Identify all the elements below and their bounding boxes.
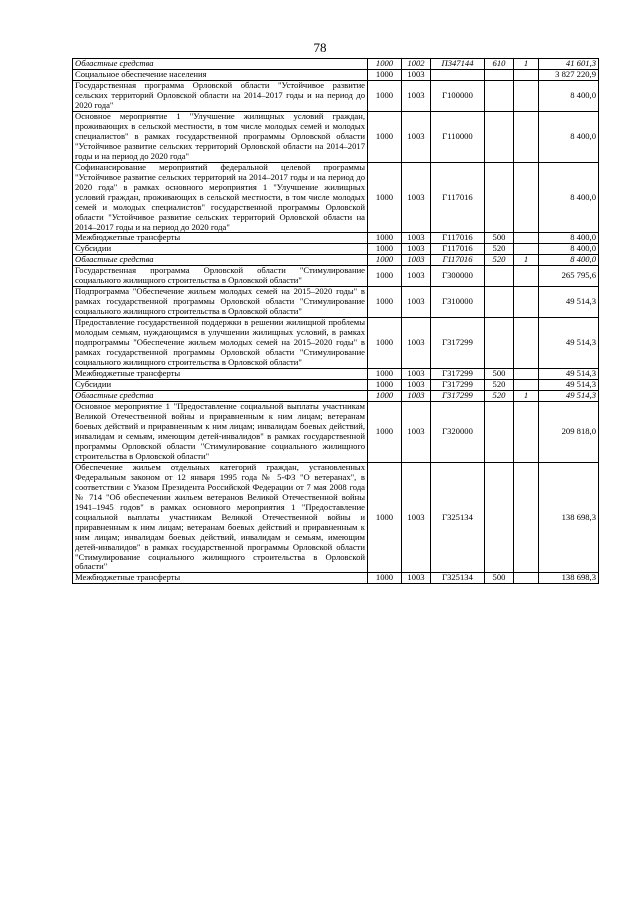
- row-name: Предоставление государственной поддержки в решении жилищной проблемы молодым семьям, нуждающимся в улучшении жилищных условий, в рамках подпрограммы "Обеспечение жильем молодых семей на 2015–2020 годы" в рамках государственной программы Орловской области "Стимулирование социального жилищного строительства в Орловской области": [73, 318, 368, 369]
- expense-type-code: [485, 287, 514, 318]
- row-name: Областные средства: [73, 255, 368, 266]
- funding-source-code: [514, 266, 539, 287]
- funding-source-code: [514, 233, 539, 244]
- row-name: Межбюджетные трансферты: [73, 369, 368, 380]
- subsection-code: 1003: [402, 573, 431, 584]
- subsection-code: 1003: [402, 244, 431, 255]
- section-code: 1000: [368, 233, 402, 244]
- funding-source-code: [514, 318, 539, 369]
- table-row: [73, 318, 599, 369]
- table-row: [73, 233, 599, 244]
- table-row: [73, 59, 599, 70]
- expense-type-code: [485, 80, 514, 111]
- amount: 8 400,0: [539, 233, 599, 244]
- table-row: [73, 80, 599, 111]
- section-code: 1000: [368, 80, 402, 111]
- amount: 8 400,0: [539, 162, 599, 233]
- funding-source-code: [514, 573, 539, 584]
- funding-source-code: [514, 369, 539, 380]
- section-code: 1000: [368, 401, 402, 462]
- expense-type-code: 520: [485, 391, 514, 402]
- table-row: [73, 287, 599, 318]
- row-name: Государственная программа Орловской области "Устойчивое развитие сельских территорий Орловской области на 2014–2017 годы и на период до 2020 года": [73, 80, 368, 111]
- amount: 8 400,0: [539, 111, 599, 162]
- target-article-code: Г100000: [431, 80, 485, 111]
- section-code: 1000: [368, 59, 402, 70]
- funding-source-code: [514, 462, 539, 573]
- table-row: [73, 244, 599, 255]
- funding-source-code: [514, 111, 539, 162]
- funding-source-code: [514, 287, 539, 318]
- row-name: Субсидии: [73, 244, 368, 255]
- budget-table: [72, 58, 599, 584]
- amount: 8 400,0: [539, 80, 599, 111]
- section-code: 1000: [368, 573, 402, 584]
- subsection-code: 1003: [402, 318, 431, 369]
- expense-type-code: 520: [485, 380, 514, 391]
- amount: 49 514,3: [539, 391, 599, 402]
- subsection-code: 1003: [402, 255, 431, 266]
- subsection-code: 1003: [402, 401, 431, 462]
- funding-source-code: 1: [514, 59, 539, 70]
- expense-type-code: 500: [485, 573, 514, 584]
- section-code: 1000: [368, 369, 402, 380]
- target-article-code: Г317299: [431, 318, 485, 369]
- funding-source-code: 1: [514, 391, 539, 402]
- amount: 138 698,3: [539, 573, 599, 584]
- subsection-code: 1003: [402, 391, 431, 402]
- target-article-code: Г325134: [431, 462, 485, 573]
- expense-type-code: [485, 462, 514, 573]
- row-name: Межбюджетные трансферты: [73, 573, 368, 584]
- amount: 49 514,3: [539, 287, 599, 318]
- table-row: [73, 401, 599, 462]
- table-row: [73, 573, 599, 584]
- row-name: Софинансирование мероприятий федеральной целевой программы "Устойчивое развитие сельских территорий на 2014–2017 годы и на период до 2020 года" в рамках основного мероприятия 1 "Улучшение жилищных условий граждан, проживающих в сельской местности, в том числе молодых семей и молодых специалистов" государственной программы Орловской области "Устойчивое развитие сельских территорий Орловской области на 2014–2017 годы и на период до 2020 года": [73, 162, 368, 233]
- row-name: Межбюджетные трансферты: [73, 233, 368, 244]
- target-article-code: Г117016: [431, 162, 485, 233]
- row-name: Областные средства: [73, 59, 368, 70]
- expense-type-code: 520: [485, 255, 514, 266]
- section-code: 1000: [368, 318, 402, 369]
- expense-type-code: [485, 266, 514, 287]
- amount: 8 400,0: [539, 244, 599, 255]
- subsection-code: 1003: [402, 69, 431, 80]
- table-row: [73, 162, 599, 233]
- target-article-code: Г320000: [431, 401, 485, 462]
- subsection-code: 1003: [402, 80, 431, 111]
- amount: 49 514,3: [539, 380, 599, 391]
- target-article-code: Г117016: [431, 233, 485, 244]
- target-article-code: Г317299: [431, 391, 485, 402]
- subsection-code: 1002: [402, 59, 431, 70]
- row-name: Подпрограмма "Обеспечение жильем молодых семей на 2015–2020 годы" в рамках государственной программы Орловской области "Стимулирование социального жилищного строительства в Орловской области": [73, 287, 368, 318]
- section-code: 1000: [368, 380, 402, 391]
- funding-source-code: [514, 162, 539, 233]
- page-number: 78: [313, 40, 327, 55]
- target-article-code: Г110000: [431, 111, 485, 162]
- target-article-code: Г117016: [431, 255, 485, 266]
- subsection-code: 1003: [402, 266, 431, 287]
- expense-type-code: [485, 69, 514, 80]
- row-name: Основное мероприятие 1 "Предоставление социальной выплаты участникам Великой Отечественной войны и приравненным к ним лицам; ветеранам боевых действий и приравненным к ним лицам; инвалидам боевых действий, инвалидам и семьям, имеющим детей-инвалидов" в рамках государственной программы Орловской области "Стимулирование социального жилищного строительства в Орловской области": [73, 401, 368, 462]
- expense-type-code: [485, 318, 514, 369]
- section-code: 1000: [368, 287, 402, 318]
- amount: 41 601,3: [539, 59, 599, 70]
- amount: 3 827 220,9: [539, 69, 599, 80]
- funding-source-code: 1: [514, 255, 539, 266]
- row-name: Социальное обеспечение населения: [73, 69, 368, 80]
- funding-source-code: [514, 244, 539, 255]
- table-row: [73, 266, 599, 287]
- table-row: [73, 111, 599, 162]
- expense-type-code: 500: [485, 369, 514, 380]
- target-article-code: Г310000: [431, 287, 485, 318]
- table-row: [73, 69, 599, 80]
- section-code: 1000: [368, 69, 402, 80]
- row-name: Государственная программа Орловской области "Стимулирование социального жилищного строительства в Орловской области": [73, 266, 368, 287]
- table-row: [73, 255, 599, 266]
- amount: 49 514,3: [539, 369, 599, 380]
- target-article-code: Г325134: [431, 573, 485, 584]
- section-code: 1000: [368, 111, 402, 162]
- subsection-code: 1003: [402, 162, 431, 233]
- target-article-code: Г317299: [431, 380, 485, 391]
- funding-source-code: [514, 380, 539, 391]
- expense-type-code: 500: [485, 233, 514, 244]
- funding-source-code: [514, 80, 539, 111]
- section-code: 1000: [368, 244, 402, 255]
- target-article-code: Г117016: [431, 244, 485, 255]
- subsection-code: 1003: [402, 233, 431, 244]
- expense-type-code: [485, 401, 514, 462]
- target-article-code: Г317299: [431, 369, 485, 380]
- amount: 8 400,0: [539, 255, 599, 266]
- row-name: Областные средства: [73, 391, 368, 402]
- target-article-code: Г300000: [431, 266, 485, 287]
- row-name: Субсидии: [73, 380, 368, 391]
- table-row: [73, 380, 599, 391]
- amount: 138 698,3: [539, 462, 599, 573]
- target-article-code: [431, 69, 485, 80]
- table-row: [73, 391, 599, 402]
- section-code: 1000: [368, 255, 402, 266]
- expense-type-code: 520: [485, 244, 514, 255]
- expense-type-code: [485, 162, 514, 233]
- amount: 265 795,6: [539, 266, 599, 287]
- expense-type-code: [485, 111, 514, 162]
- section-code: 1000: [368, 462, 402, 573]
- amount: 49 514,3: [539, 318, 599, 369]
- section-code: 1000: [368, 391, 402, 402]
- subsection-code: 1003: [402, 369, 431, 380]
- row-name: Основное мероприятие 1 "Улучшение жилищных условий граждан, проживающих в сельской местности, в том числе молодых семей и молодых специалистов" в рамках государственной программы Орловской области "Устойчивое развитие сельских территорий Орловской области на 2014–2017 годы и на период до 2020 года": [73, 111, 368, 162]
- amount: 209 818,0: [539, 401, 599, 462]
- funding-source-code: [514, 69, 539, 80]
- subsection-code: 1003: [402, 380, 431, 391]
- expense-type-code: 610: [485, 59, 514, 70]
- row-name: Обеспечение жильем отдельных категорий граждан, установленных Федеральным законом от 12 января 1995 года № 5-ФЗ "О ветеранах", в соответствии с Указом Президента Российской Федерации от 7 мая 2008 года № 714 "Об обеспечении жильем ветеранов Великой Отечественной войны 1941–1945 годов" в рамках основного мероприятия 1 "Предоставление социальной выплаты участникам Великой Отечественной войны и приравненным к ним лицам; ветеранам боевых действий и приравненным к ним лицам; инвалидам боевых действий, инвалидам и семьям, имеющим детей-инвалидов" в рамках государственной программы Орловской области "Стимулирование социального жилищного строительства в Орловской области": [73, 462, 368, 573]
- section-code: 1000: [368, 162, 402, 233]
- subsection-code: 1003: [402, 287, 431, 318]
- section-code: 1000: [368, 266, 402, 287]
- table-row: [73, 369, 599, 380]
- subsection-code: 1003: [402, 462, 431, 573]
- funding-source-code: [514, 401, 539, 462]
- subsection-code: 1003: [402, 111, 431, 162]
- target-article-code: П347144: [431, 59, 485, 70]
- table-row: [73, 462, 599, 573]
